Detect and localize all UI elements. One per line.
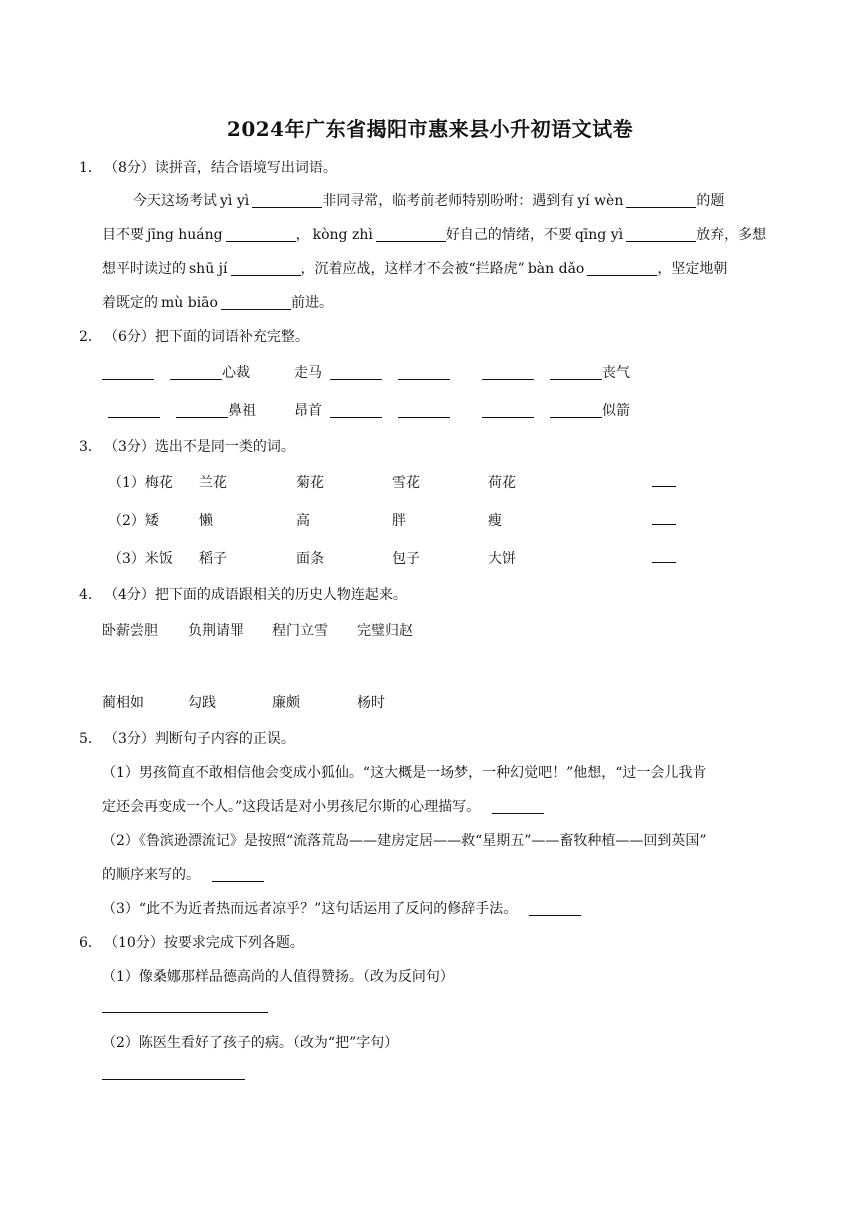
q2-word: 昂首 — [294, 403, 322, 419]
q3-option: 菊花 — [296, 475, 324, 491]
q2-word: 鼻祖 — [228, 403, 256, 419]
q1-text: 放弃，多想 — [696, 227, 767, 243]
q5-text: （3）“此不为近者热而远者凉乎？”这句话运用了反问的修辞手法。 — [102, 901, 518, 917]
q3-option: 懒 — [199, 513, 213, 529]
q3-answer-blank[interactable] — [652, 486, 676, 487]
q1-blank[interactable] — [221, 294, 291, 310]
q2-blank[interactable] — [398, 402, 450, 418]
q3-row-label: （3）米饭 — [108, 551, 173, 567]
q5-number: 5． — [79, 731, 102, 747]
q2-blank[interactable] — [330, 364, 382, 380]
q1-text: ， — [295, 227, 310, 243]
q2-blank[interactable] — [482, 402, 534, 418]
q1-text: 好自己的情绪，不要 — [445, 227, 572, 243]
q6-answer-line[interactable] — [102, 1012, 268, 1013]
q5-answer-blank[interactable] — [212, 866, 264, 882]
q2-row2 — [108, 400, 630, 420]
q2-number: 2． — [79, 329, 102, 345]
q5-statement-1-cont — [102, 796, 544, 816]
q1-text: 目不要 — [102, 227, 144, 243]
q3-option: 大饼 — [488, 551, 516, 567]
q6-number: 6． — [79, 935, 102, 951]
q1-pinyin: yí wèn — [577, 193, 624, 209]
q1-number: 1． — [79, 160, 102, 176]
q6-stem: （10分）按要求完成下列各题。 — [104, 935, 304, 951]
q4-number: 4． — [79, 587, 102, 603]
q1-blank[interactable] — [252, 192, 322, 208]
q3-answer-blank[interactable] — [652, 562, 676, 563]
q5-text: 的顺序来写的。 — [102, 867, 200, 883]
q6-task-2: （2）陈医生看好了孩子的病。（改为“把”字句） — [102, 1035, 399, 1051]
q3-option: 高 — [296, 513, 310, 529]
q5-statement-3 — [102, 898, 581, 918]
q1-blank[interactable] — [626, 192, 696, 208]
q3-option: 面条 — [296, 551, 324, 567]
q1-line4 — [102, 292, 333, 312]
q1-pinyin: bàn dǎo — [527, 261, 585, 277]
q1-pinyin: shū jí — [189, 261, 228, 277]
q3-stem: （3分）选出不是同一类的词。 — [104, 439, 295, 455]
q5-text: 定还会再变成一个人。”这段话是对小男孩尼尔斯的心理描写。 — [102, 799, 481, 815]
q3-option: 兰花 — [199, 475, 227, 491]
q2-word: 心裁 — [222, 365, 250, 381]
q2-blank[interactable] — [482, 364, 534, 380]
q2-blank[interactable] — [170, 364, 222, 380]
q1-pinyin: kòng zhì — [312, 227, 373, 243]
q1-blank[interactable] — [376, 226, 446, 242]
q2-blank[interactable] — [330, 402, 382, 418]
q4-stem: （4分）把下面的成语跟相关的历史人物连起来。 — [104, 587, 407, 603]
q1-text: 着既定的 — [102, 295, 158, 311]
q2-blank[interactable] — [550, 402, 602, 418]
q1-pinyin: mù biāo — [161, 295, 218, 311]
q4-idiom[interactable]: 卧薪尝胆 — [102, 623, 158, 639]
exam-title: 2024年广东省揭阳市惠来县小升初语文试卷 — [226, 117, 634, 141]
q4-person[interactable]: 勾践 — [188, 695, 216, 711]
q1-blank[interactable] — [626, 226, 696, 242]
q3-number: 3． — [79, 439, 102, 455]
q1-text: 前进。 — [290, 295, 333, 311]
q1-pinyin: yì yì — [220, 193, 250, 209]
q5-answer-blank[interactable] — [492, 798, 544, 814]
q5-statement-2: （2）《鲁滨逊漂流记》是按照“流落荒岛——建房定居——救“星期五”——畜牧种植——回到英国” — [102, 833, 707, 849]
q2-blank[interactable] — [398, 364, 450, 380]
q3-option: 荷花 — [488, 475, 516, 491]
q3-option: 雪花 — [392, 475, 420, 491]
q2-word: 走马 — [294, 365, 322, 381]
q2-stem: （6分）把下面的词语补充完整。 — [104, 329, 309, 345]
q1-text: 的题 — [696, 193, 725, 209]
q1-stem: （8分）读拼音，结合语境写出词语。 — [104, 160, 337, 176]
q6-task-1: （1）像桑娜那样品德高尚的人值得赞扬。（改为反问句） — [102, 969, 454, 985]
q5-answer-blank[interactable] — [529, 900, 581, 916]
q3-row-label: （2）矮 — [108, 513, 159, 529]
q3-option: 包子 — [392, 551, 420, 567]
q3-row-label: （1）梅花 — [108, 475, 173, 491]
q2-word: 似箭 — [602, 403, 630, 419]
q2-blank[interactable] — [550, 364, 602, 380]
q2-blank[interactable] — [176, 402, 228, 418]
q3-option: 胖 — [392, 513, 406, 529]
q1-line3 — [102, 258, 727, 278]
q1-pinyin: qīng yì — [574, 227, 624, 243]
q1-text: 非同寻常，临考前老师特别吩咐：遇到有 — [322, 193, 575, 209]
q3-option: 稻子 — [199, 551, 227, 567]
q1-blank[interactable] — [226, 226, 296, 242]
q1-text: 想平时读过的 — [102, 261, 186, 277]
q1-line2 — [102, 224, 766, 244]
q2-blank[interactable] — [102, 364, 154, 380]
q1-text: 今天这场考试 — [133, 193, 217, 209]
q4-idiom[interactable]: 负荆请罪 — [188, 623, 244, 639]
q2-row1 — [102, 362, 630, 382]
q4-person[interactable]: 蔺相如 — [102, 695, 144, 711]
q6-answer-line[interactable] — [102, 1079, 245, 1080]
q4-person[interactable]: 廉颇 — [272, 695, 300, 711]
q3-option: 瘦 — [488, 513, 502, 529]
q5-statement-2-cont — [102, 864, 264, 884]
q5-stem: （3分）判断句子内容的正误。 — [104, 731, 295, 747]
q1-blank[interactable] — [231, 260, 301, 276]
q1-pinyin: jīng huáng — [147, 227, 223, 243]
q2-blank[interactable] — [108, 402, 160, 418]
q3-answer-blank[interactable] — [652, 524, 676, 525]
q2-word: 丧气 — [602, 365, 630, 381]
q5-statement-1: （1）男孩简直不敢相信他会变成小狐仙。“这大概是一场梦，一种幻觉吧！”他想，“过一会儿我肯 — [102, 765, 707, 781]
q1-blank[interactable] — [587, 260, 657, 276]
q1-text: ，沉着应战，这样才不会被“拦路虎” — [300, 261, 525, 277]
q4-idiom[interactable]: 完璧归赵 — [357, 623, 413, 639]
q1-text: ，坚定地朝 — [657, 261, 728, 277]
q4-person[interactable]: 杨时 — [357, 695, 385, 711]
q1-line1 — [133, 190, 724, 210]
q4-idiom[interactable]: 程门立雪 — [272, 623, 328, 639]
